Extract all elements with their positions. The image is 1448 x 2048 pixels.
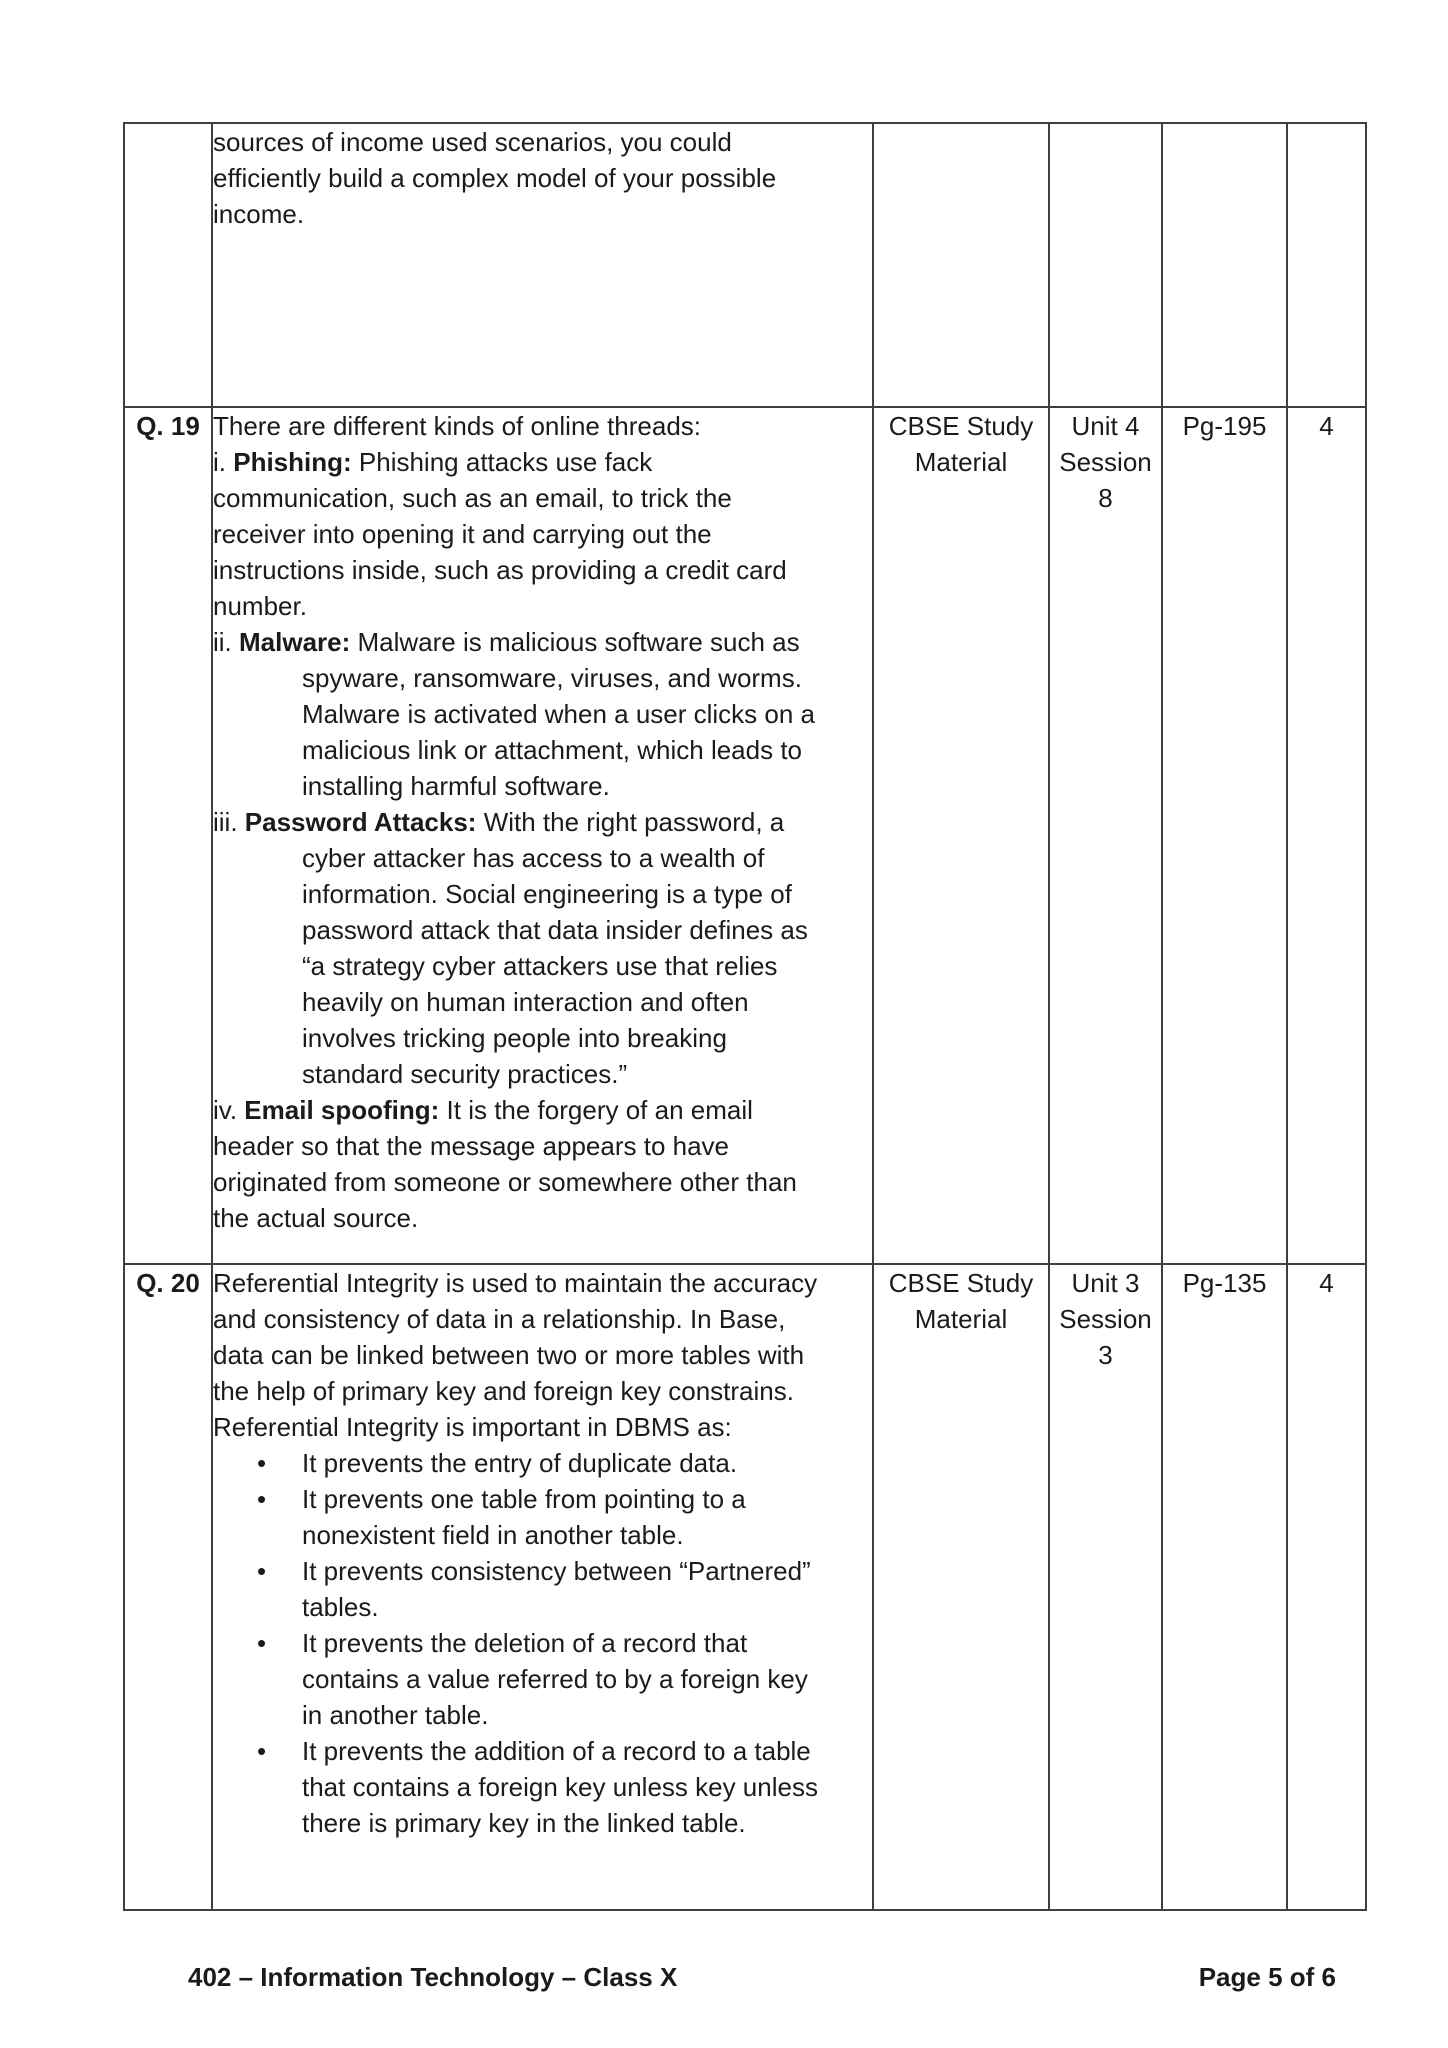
question-line — [213, 1128, 872, 1164]
table-row — [124, 407, 1366, 1264]
question-line — [213, 1373, 872, 1409]
page-ref-cell — [1162, 1264, 1287, 1910]
question-line — [213, 444, 872, 480]
table-row — [124, 1264, 1366, 1910]
question-line — [213, 1020, 872, 1056]
text-run: installing harmful software. — [302, 771, 610, 801]
question-line — [213, 480, 872, 516]
question-line — [213, 1625, 872, 1661]
question-line — [213, 1445, 872, 1481]
question-line — [213, 624, 872, 660]
page-ref: Pg-135 — [1182, 1268, 1267, 1298]
text-run: cyber attacker has access to a wealth of — [302, 843, 765, 873]
text-run: Phishing: — [233, 447, 352, 477]
question-line — [213, 768, 872, 804]
question-line — [213, 1805, 872, 1841]
question-line — [213, 660, 872, 696]
bullet-marker: • — [257, 1484, 267, 1514]
text-run: It prevents the addition of a record to a table — [302, 1736, 811, 1766]
source-cell — [873, 123, 1049, 407]
text-run: Referential Integrity is used to maintain the accuracy — [213, 1268, 818, 1298]
question-line — [213, 1553, 872, 1589]
marks-cell — [1287, 123, 1366, 407]
text-run: heavily on human interaction and often — [302, 987, 749, 1017]
text-run: iii. — [213, 807, 245, 837]
source-cell — [873, 407, 1049, 1264]
question-line — [213, 1409, 872, 1445]
question-line — [213, 1769, 872, 1805]
question-number-cell — [124, 1264, 212, 1910]
text-run: tables. — [302, 1592, 379, 1622]
text-run: sources of income used scenarios, you could — [213, 127, 732, 157]
unit-session-cell — [1049, 407, 1162, 1264]
question-line — [213, 1337, 872, 1373]
text-run: header so that the message appears to have — [213, 1131, 730, 1161]
text-run: ii. — [213, 627, 239, 657]
marks-value: 4 — [1319, 1268, 1334, 1298]
question-line — [213, 1517, 872, 1553]
questions-table — [123, 122, 1367, 1911]
text-run: It prevents consistency between “Partnered” — [302, 1556, 811, 1586]
source-cell — [873, 1264, 1049, 1910]
question-line — [213, 1265, 872, 1301]
text-run: There are different kinds of online threads: — [213, 411, 702, 441]
question-line — [213, 196, 872, 232]
text-run: Password Attacks: — [244, 807, 477, 837]
footer-page-number: Page 5 of 6 — [1198, 1962, 1336, 1992]
text-run: Email spoofing: — [244, 1095, 440, 1125]
text-run: It prevents the entry of duplicate data. — [302, 1448, 738, 1478]
unit-session-cell — [1049, 1264, 1162, 1910]
question-line — [213, 1697, 872, 1733]
page-ref: Pg-195 — [1182, 411, 1267, 441]
text-run: It prevents the deletion of a record that — [302, 1628, 748, 1658]
unit-line: Unit 4 — [1071, 411, 1140, 441]
marks-value: 4 — [1319, 411, 1334, 441]
text-run: communication, such as an email, to trick the — [213, 483, 732, 513]
text-run: It is the forgery of an email — [439, 1095, 753, 1125]
text-run: Malware is activated when a user clicks on a — [302, 699, 816, 729]
question-line — [213, 696, 872, 732]
text-run: efficiently build a complex model of your possible — [213, 163, 777, 193]
text-run: password attack that data insider defines as — [302, 915, 808, 945]
text-run: data can be linked between two or more tables with — [213, 1340, 805, 1370]
question-number-cell — [124, 407, 212, 1264]
text-run: the actual source. — [213, 1203, 419, 1233]
text-run: Malware: — [239, 627, 351, 657]
text-run: there is primary key in the linked table. — [302, 1808, 746, 1838]
question-text-cell — [212, 123, 873, 407]
bullet-marker: • — [257, 1448, 267, 1478]
text-run: standard security practices.” — [302, 1059, 628, 1089]
question-line — [213, 516, 872, 552]
question-number-cell — [124, 123, 212, 407]
text-run: spyware, ransomware, viruses, and worms. — [302, 663, 802, 693]
text-run: in another table. — [302, 1700, 489, 1730]
text-run: With the right password, a — [476, 807, 785, 837]
question-number: Q. 20 — [136, 1268, 200, 1298]
text-run: the help of primary key and foreign key constrains. — [213, 1376, 794, 1406]
question-text-cell — [212, 407, 873, 1264]
table-row — [124, 123, 1366, 407]
bullet-marker: • — [257, 1736, 267, 1766]
footer-course-title: 402 – Information Technology – Class X — [188, 1962, 678, 1992]
question-line — [213, 1164, 872, 1200]
page-ref-cell — [1162, 407, 1287, 1264]
question-line — [213, 876, 872, 912]
question-line — [213, 1301, 872, 1337]
page-ref-cell — [1162, 123, 1287, 407]
question-line — [213, 1481, 872, 1517]
text-run: malicious link or attachment, which leads to — [302, 735, 803, 765]
question-line — [213, 124, 872, 160]
text-run: “a strategy cyber attackers use that relies — [302, 951, 778, 981]
source-line: Material — [914, 447, 1008, 477]
source-line: CBSE Study — [888, 411, 1034, 441]
text-run: and consistency of data in a relationship. In Base, — [213, 1304, 786, 1334]
text-run: Referential Integrity is important in DBMS as: — [213, 1412, 732, 1442]
text-run: income. — [213, 199, 305, 229]
text-run: i. — [213, 447, 234, 477]
text-run: instructions inside, such as providing a credit card — [213, 555, 787, 585]
source-line: Material — [914, 1304, 1008, 1334]
text-run: contains a value referred to by a foreign key — [302, 1664, 808, 1694]
source-line: CBSE Study — [888, 1268, 1034, 1298]
marks-cell — [1287, 407, 1366, 1264]
question-line — [213, 1589, 872, 1625]
bullet-marker: • — [257, 1556, 267, 1586]
question-line — [213, 1733, 872, 1769]
text-run: information. Social engineering is a type of — [302, 879, 792, 909]
question-line — [213, 804, 872, 840]
question-line — [213, 732, 872, 768]
text-run: It prevents one table from pointing to a — [302, 1484, 746, 1514]
text-run: originated from someone or somewhere other than — [213, 1167, 797, 1197]
question-line — [213, 588, 872, 624]
unit-line: Session 8 — [1059, 447, 1152, 513]
text-run: number. — [213, 591, 307, 621]
question-line — [213, 1661, 872, 1697]
question-line — [213, 160, 872, 196]
question-line — [213, 840, 872, 876]
text-run: that contains a foreign key unless key unless — [302, 1772, 818, 1802]
question-line — [213, 984, 872, 1020]
text-run: Malware is malicious software such as — [350, 627, 800, 657]
question-line — [213, 1056, 872, 1092]
text-run: iv. — [213, 1095, 245, 1125]
bullet-marker: • — [257, 1628, 267, 1658]
unit-line: Unit 3 — [1071, 1268, 1140, 1298]
questions-table-body — [124, 123, 1366, 1910]
text-run: involves tricking people into breaking — [302, 1023, 727, 1053]
question-line — [213, 912, 872, 948]
question-text-cell — [212, 1264, 873, 1910]
question-line — [213, 1092, 872, 1128]
unit-line: Session 3 — [1059, 1304, 1152, 1370]
question-line — [213, 408, 872, 444]
question-number: Q. 19 — [136, 411, 200, 441]
question-line — [213, 1200, 872, 1236]
text-run: Phishing attacks use fack — [351, 447, 653, 477]
question-line — [213, 552, 872, 588]
text-run: receiver into opening it and carrying out the — [213, 519, 712, 549]
text-run: nonexistent field in another table. — [302, 1520, 684, 1550]
unit-session-cell — [1049, 123, 1162, 407]
question-line — [213, 948, 872, 984]
marks-cell — [1287, 1264, 1366, 1910]
